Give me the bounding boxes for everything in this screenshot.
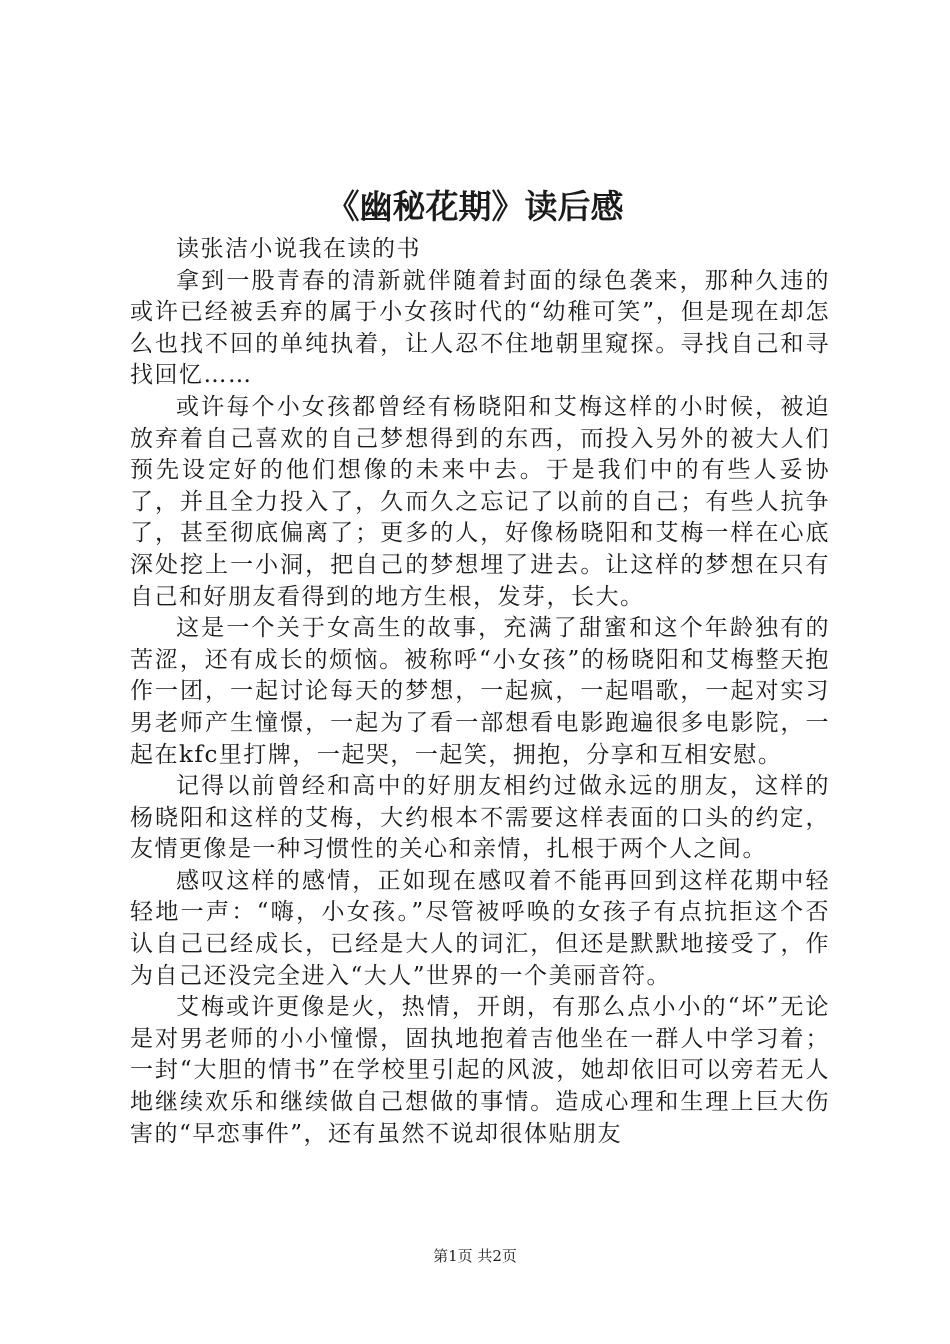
paragraph: 拿到一股青春的清新就伴随着封面的绿色袭来，那种久违的或许已经被丢弃的属于小女孩时代的“幼稚可笑”，但是现在却怎么也找不回的单纯执着，让人忍不住地朝里窥探。寻找自己和寻找回忆…… xyxy=(130,267,830,389)
paragraph: 记得以前曾经和高中的好朋友相约过做永远的朋友，这样的杨晓阳和这样的艾梅，大约根本不需要这样表面的口头的约定，友情更像是一种习惯性的关心和亲情，扎根于两个人之间。 xyxy=(130,773,830,863)
document-title: 《幽秘花期》读后感 xyxy=(326,187,624,226)
paragraph: 艾梅或许更像是火，热情，开朗，有那么点小小的“坏”无论是对男老师的小小憧憬，固执地抱着吉他坐在一群人中学习着；一封“大胆的情书”在学校里引起的风波，她却依旧可以旁若无人地继续欢乐和继续做自己想做的事情。造成心理和生理上巨大伤害的“早恋事件”，还有虽然不说却很体贴朋友 xyxy=(130,994,830,1147)
page-number-footer: 第1页 共2页 xyxy=(433,1247,517,1265)
paragraph-subtitle: 读张洁小说我在读的书 xyxy=(176,236,421,262)
paragraph: 感叹这样的感情，正如现在感叹着不能再回到这样花期中轻轻地一声：“嗨，小女孩。”尽管被呼唤的女孩子有点抗拒这个否认自己已经成长，已经是大人的词汇，但还是默默地接受了，作为自己还没完全进入“大人”世界的一个美丽音符。 xyxy=(130,867,830,989)
paragraph: 或许每个小女孩都曾经有杨晓阳和艾梅这样的小时候，被迫放弃着自己喜欢的自己梦想得到的东西，而投入另外的被大人们预先设定好的他们想像的未来中去。于是我们中的有些人妥协了，并且全力投入了，久而久之忘记了以前的自己；有些人抗争了，甚至彻底偏离了；更多的人，好像杨晓阳和艾梅一样在心底深处挖上一小洞，把自己的梦想埋了进去。让这样的梦想在只有自己和好朋友看得到的地方生根，发芽，长大。 xyxy=(130,393,830,610)
document-body xyxy=(130,234,830,1150)
paragraph: 这是一个关于女高生的故事，充满了甜蜜和这个年龄独有的苦涩，还有成长的烦恼。被称呼“小女孩”的杨晓阳和艾梅整天抱作一团，一起讨论每天的梦想，一起疯，一起唱歌，一起对实习男老师产生憧憬，一起为了看一部想看电影跑遍很多电影院，一起在kfc里打牌，一起哭，一起笑，拥抱，分享和互相安慰。 xyxy=(130,615,830,768)
